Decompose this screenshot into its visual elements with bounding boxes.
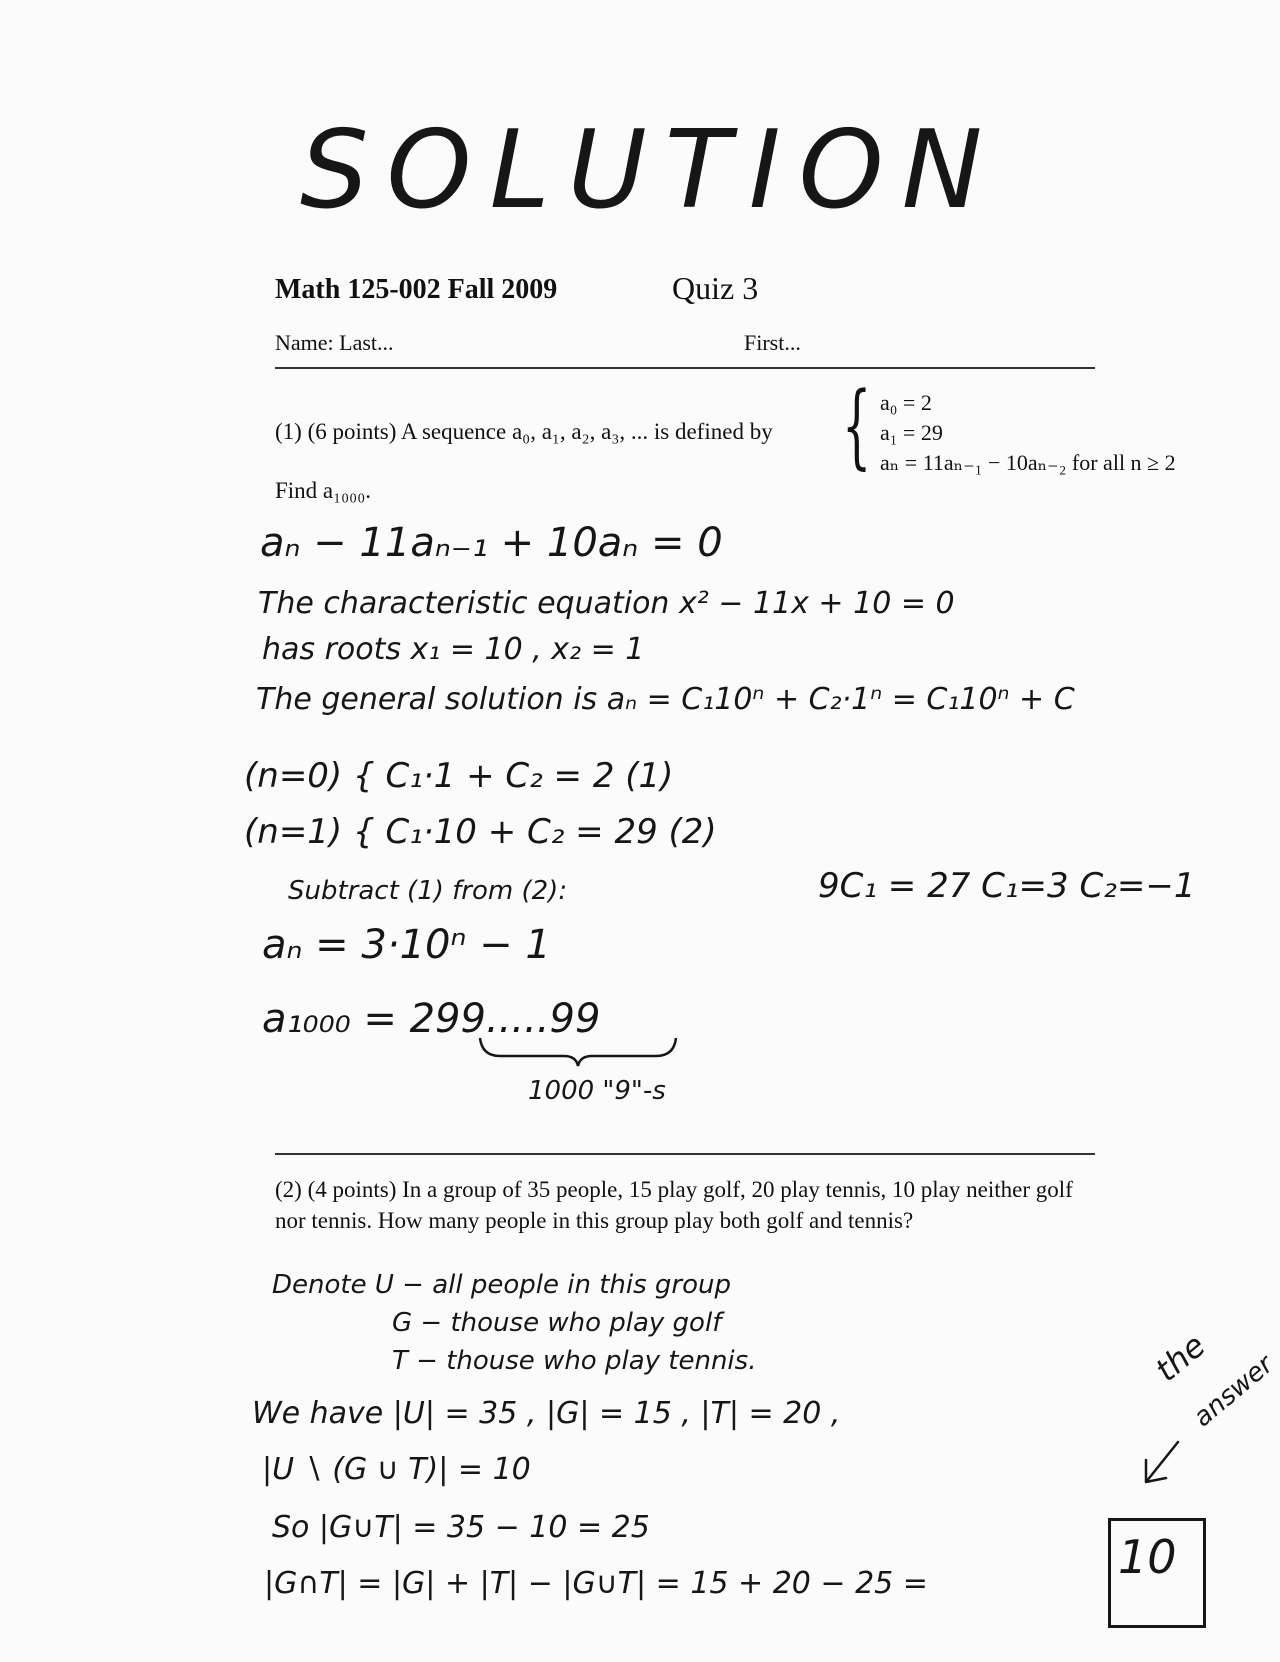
work-line-we-have: We have |U| = 35 , |G| = 15 , |T| = 20 ,	[252, 1396, 841, 1431]
work-line-closed-form: aₙ = 3·10ⁿ − 1	[262, 922, 551, 968]
quiz-label: Quiz 3	[672, 270, 759, 306]
work-line-nine-count: 1000 "9"-s	[528, 1076, 666, 1106]
work-line-denote-g: G − thouse who play golf	[392, 1308, 722, 1338]
name-last-field: Name: Last...	[275, 330, 394, 355]
work-line-case-n0: (n=0) { C₁·1 + C₂ = 2 (1)	[244, 756, 674, 796]
work-line-general-solution: The general solution is aₙ = C₁10ⁿ + C₂·1ⁿ = C₁10ⁿ + C	[256, 682, 1075, 717]
solution-title: SOLUTION	[300, 108, 1001, 233]
work-line-case-n1: (n=1) { C₁·10 + C₂ = 29 (2)	[244, 812, 717, 852]
problem-divider	[275, 1153, 1095, 1155]
work-line-neither: |U ∖ (G ∪ T)| = 10	[262, 1452, 531, 1487]
arrow-down-left-icon	[1140, 1438, 1184, 1488]
note-answer: answer	[1188, 1349, 1280, 1433]
work-line-a1000: a₁₀₀₀ = 299.....99	[262, 996, 601, 1042]
course-title: Math 125-002 Fall 2009	[275, 274, 558, 305]
header-divider	[275, 367, 1095, 369]
work-line-denote-t: T − thouse who play tennis.	[392, 1346, 757, 1376]
work-line-recurrence: aₙ − 11aₙ₋₁ + 10aₙ = 0	[260, 520, 723, 566]
work-line-subtract: Subtract (1) from (2):	[288, 876, 568, 906]
work-line-characteristic: The characteristic equation x² − 11x + 10 = 0	[258, 586, 955, 621]
system-line-3: aₙ = 11aₙ₋₁ − 10aₙ₋₂ for all n ≥ 2	[880, 450, 1176, 475]
problem-1-statement: (1) (6 points) A sequence a₀, a₁, a₂, a₃, ... is defined by	[275, 419, 773, 444]
work-line-roots: has roots x₁ = 10 , x₂ = 1	[262, 632, 645, 667]
work-line-denote-u: Denote U − all people in this group	[272, 1270, 731, 1300]
work-line-union: So |G∪T| = 35 − 10 = 25	[272, 1510, 650, 1545]
system-line-1: a₀ = 2	[880, 390, 932, 415]
work-line-coefficients: 9C₁ = 27 C₁=3 C₂=−1	[818, 866, 1196, 906]
left-brace-icon: {	[842, 372, 872, 479]
underbrace-icon	[478, 1034, 678, 1068]
name-first-field: First...	[744, 330, 801, 355]
problem-2-statement: (2) (4 points) In a group of 35 people, 15 play golf, 20 play tennis, 10 play neither golf nor tennis. How many people in this group play both golf and tennis?	[275, 1177, 1073, 1233]
final-answer: 10	[1118, 1530, 1177, 1584]
note-the: the	[1148, 1326, 1213, 1390]
problem-1-find: Find a₁₀₀₀.	[275, 478, 371, 503]
system-line-2: a₁ = 29	[880, 420, 943, 445]
work-line-intersection: |G∩T| = |G| + |T| − |G∪T| = 15 + 20 − 25 =	[264, 1566, 928, 1601]
